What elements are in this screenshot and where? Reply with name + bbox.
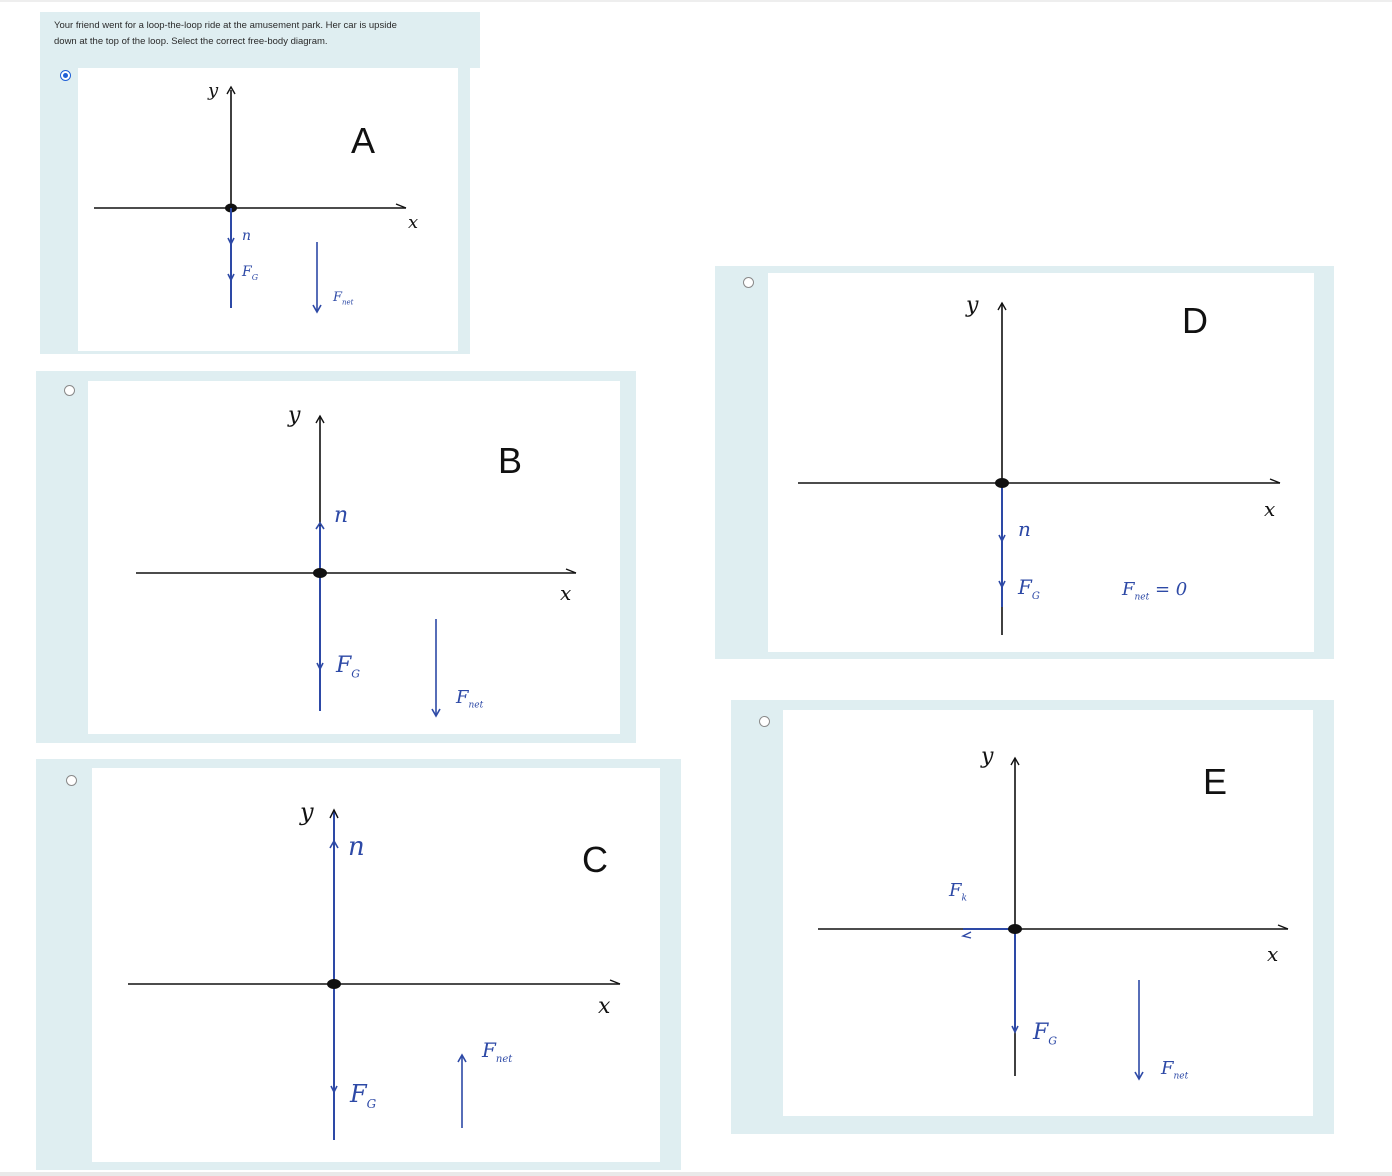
option-b-normal-force-label: n <box>334 503 349 528</box>
option-c-net-force-label: $F_{net}$ <box>482 1038 513 1065</box>
option-b-net-force-label: $F_{net}$ <box>456 687 484 711</box>
option-a-x-label: x <box>408 212 419 233</box>
option-d[interactable] <box>715 266 1334 659</box>
option-c[interactable] <box>36 759 681 1170</box>
option-e[interactable] <box>731 700 1334 1134</box>
question-line-1: Your friend went for a loop-the-loop ride at the amusement park. Her car is upside <box>54 20 397 31</box>
option-e-kinetic-friction-label: $F_k$ <box>949 880 967 904</box>
option-d-net-force-label: $F_{net} = 0$ <box>1122 579 1188 603</box>
question-line-2: down at the top of the loop. Select the correct free-body diagram. <box>54 36 328 47</box>
option-d-x-label: x <box>1264 497 1276 521</box>
option-e-letter: E <box>1203 761 1228 802</box>
option-c-diagram <box>92 768 660 1162</box>
option-a-net-force-label: $F_{net}$ <box>333 290 354 307</box>
option-a-y-label: y <box>208 80 219 101</box>
option-d-letter: D <box>1182 300 1208 341</box>
option-e-radio[interactable] <box>759 716 770 727</box>
option-d-normal-force-label: n <box>1018 517 1031 541</box>
option-a-gravity-label: $F_G$ <box>242 264 259 282</box>
option-c-gravity-label: $F_G$ <box>350 1080 377 1111</box>
option-b-letter: B <box>498 440 523 481</box>
option-c-radio[interactable] <box>66 775 77 786</box>
option-e-fbd <box>783 710 1313 1116</box>
option-d-y-label: y <box>966 293 979 318</box>
option-e-net-force-label: $F_{net}$ <box>1161 1058 1189 1082</box>
option-d-gravity-label: $F_G$ <box>1018 575 1040 602</box>
option-b-radio[interactable] <box>64 385 75 396</box>
option-a-fbd <box>78 68 458 351</box>
option-a-diagram <box>78 68 458 351</box>
option-e-gravity-label: $F_G$ <box>1033 1020 1058 1048</box>
bottom-divider <box>0 1172 1392 1176</box>
option-a-letter: A <box>351 120 376 161</box>
top-divider <box>0 0 1392 2</box>
option-b-fbd <box>88 381 620 734</box>
option-b-gravity-label: $F_G$ <box>336 653 361 681</box>
option-e-x-label: x <box>1267 942 1279 966</box>
option-a[interactable] <box>40 68 470 354</box>
option-a-normal-force-label: n <box>242 228 252 244</box>
option-b-diagram <box>88 381 620 734</box>
option-c-y-label: y <box>300 798 314 826</box>
question-prompt <box>40 12 480 68</box>
option-d-diagram <box>768 273 1314 652</box>
option-e-y-label: y <box>981 744 994 769</box>
option-a-radio[interactable] <box>60 70 71 81</box>
option-b[interactable] <box>36 371 636 743</box>
option-c-letter: C <box>582 839 608 880</box>
option-b-y-label: y <box>288 403 301 428</box>
option-c-x-label: x <box>598 994 611 1019</box>
option-d-fbd <box>768 273 1314 652</box>
option-c-normal-force-label: n <box>348 832 365 862</box>
option-e-diagram <box>783 710 1313 1116</box>
option-b-x-label: x <box>560 581 572 605</box>
option-d-radio[interactable] <box>743 277 754 288</box>
